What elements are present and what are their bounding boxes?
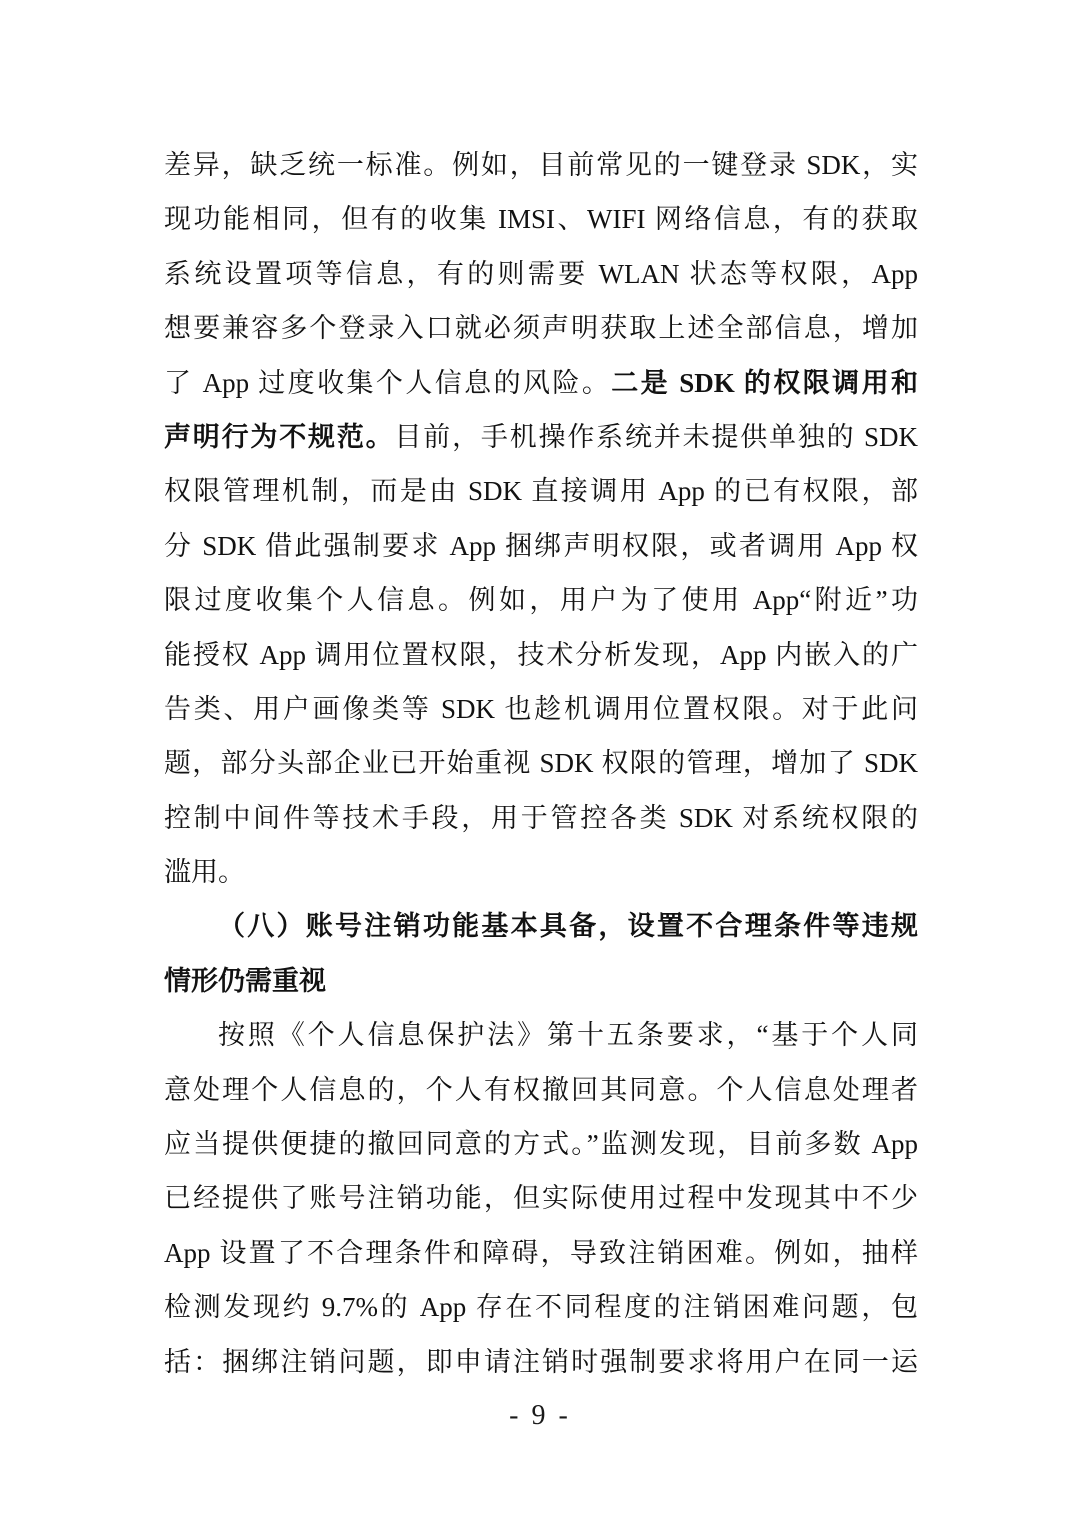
text-line: [164, 1171, 918, 1225]
body-text: 检测发现约 9.7%的 App 存在不同程度的注销困难问题，包: [164, 1292, 918, 1323]
text-line: [164, 247, 918, 301]
text-line: [164, 1117, 918, 1171]
text-line: [164, 1280, 918, 1334]
bold-run: 二是 SDK 的权限调用和: [611, 367, 918, 398]
body-text: 能授权 App 调用位置权限，技术分析发现，App 内嵌入的广: [164, 639, 918, 670]
body-text: 告类、用户画像类等 SDK 也趁机调用位置权限。对于此问: [164, 693, 918, 724]
text-line: [164, 192, 918, 246]
bold-run: 声明行为不规范。: [164, 421, 395, 452]
text-line: [164, 845, 918, 899]
text-line: [164, 464, 918, 518]
body-text: 权限管理机制，而是由 SDK 直接调用 App 的已有权限，部: [164, 476, 918, 507]
text-line: [164, 301, 918, 355]
body-text: 题，部分头部企业已开始重视 SDK 权限的管理，增加了 SDK: [164, 748, 918, 779]
text-line: [164, 682, 918, 736]
body-text: 差异，缺乏统一标准。例如，目前常见的一键登录 SDK，实: [164, 150, 918, 180]
body-text: 应当提供便捷的撤回同意的方式。”监测发现，目前多数 App: [164, 1129, 918, 1160]
body-text: 限过度收集个人信息。例如，用户为了使用 App“附近”功: [164, 585, 918, 616]
page-number: - 9 -: [509, 1400, 571, 1431]
text-line: [164, 791, 918, 845]
section-heading: [164, 899, 918, 953]
body-text: 系统设置项等信息，有的则需要 WLAN 状态等权限，App: [164, 258, 918, 289]
page-footer: [0, 1396, 1080, 1436]
body-text: 想要兼容多个登录入口就必须声明获取上述全部信息，增加: [164, 313, 918, 344]
body-text: 分 SDK 借此强制要求 App 捆绑声明权限，或者调用 App 权: [164, 530, 918, 561]
body-text: 了 App 过度收集个人信息的风险。: [164, 367, 612, 398]
text-line: [164, 356, 918, 410]
text-line: [164, 519, 918, 573]
text-line: [164, 1226, 918, 1280]
heading-text: （八）账号注销功能基本具备，设置不合理条件等违规: [218, 911, 918, 942]
text-line: [164, 1008, 918, 1062]
text-line: [164, 573, 918, 627]
body-text: 按照《个人信息保护法》第十五条要求，“基于个人同: [218, 1020, 918, 1051]
text-line: [164, 138, 918, 192]
text-line: [164, 1335, 918, 1389]
heading-text: 情形仍需重视: [164, 965, 326, 996]
body-text: 意处理个人信息的，个人有权撤回其同意。个人信息处理者: [164, 1074, 918, 1105]
body-text: 目前，手机操作系统并未提供单独的 SDK: [394, 421, 919, 452]
body-text: 现功能相同，但有的收集 IMSI、WIFI 网络信息，有的获取: [164, 204, 918, 235]
text-line: [164, 736, 918, 790]
section-heading: [164, 954, 918, 1008]
body-text: 控制中间件等技术手段，用于管控各类 SDK 对系统权限的: [164, 802, 918, 833]
body-text: 括：捆绑注销问题，即申请注销时强制要求将用户在同一运: [164, 1346, 918, 1377]
body-text: 已经提供了账号注销功能，但实际使用过程中发现其中不少: [164, 1183, 918, 1214]
text-line: [164, 628, 918, 682]
page-body-text: [164, 138, 918, 1389]
text-line: [164, 1063, 918, 1117]
body-text: App 设置了不合理条件和障碍，导致注销困难。例如，抽样: [164, 1237, 918, 1268]
text-line: [164, 410, 918, 464]
body-text: 滥用。: [164, 857, 245, 888]
